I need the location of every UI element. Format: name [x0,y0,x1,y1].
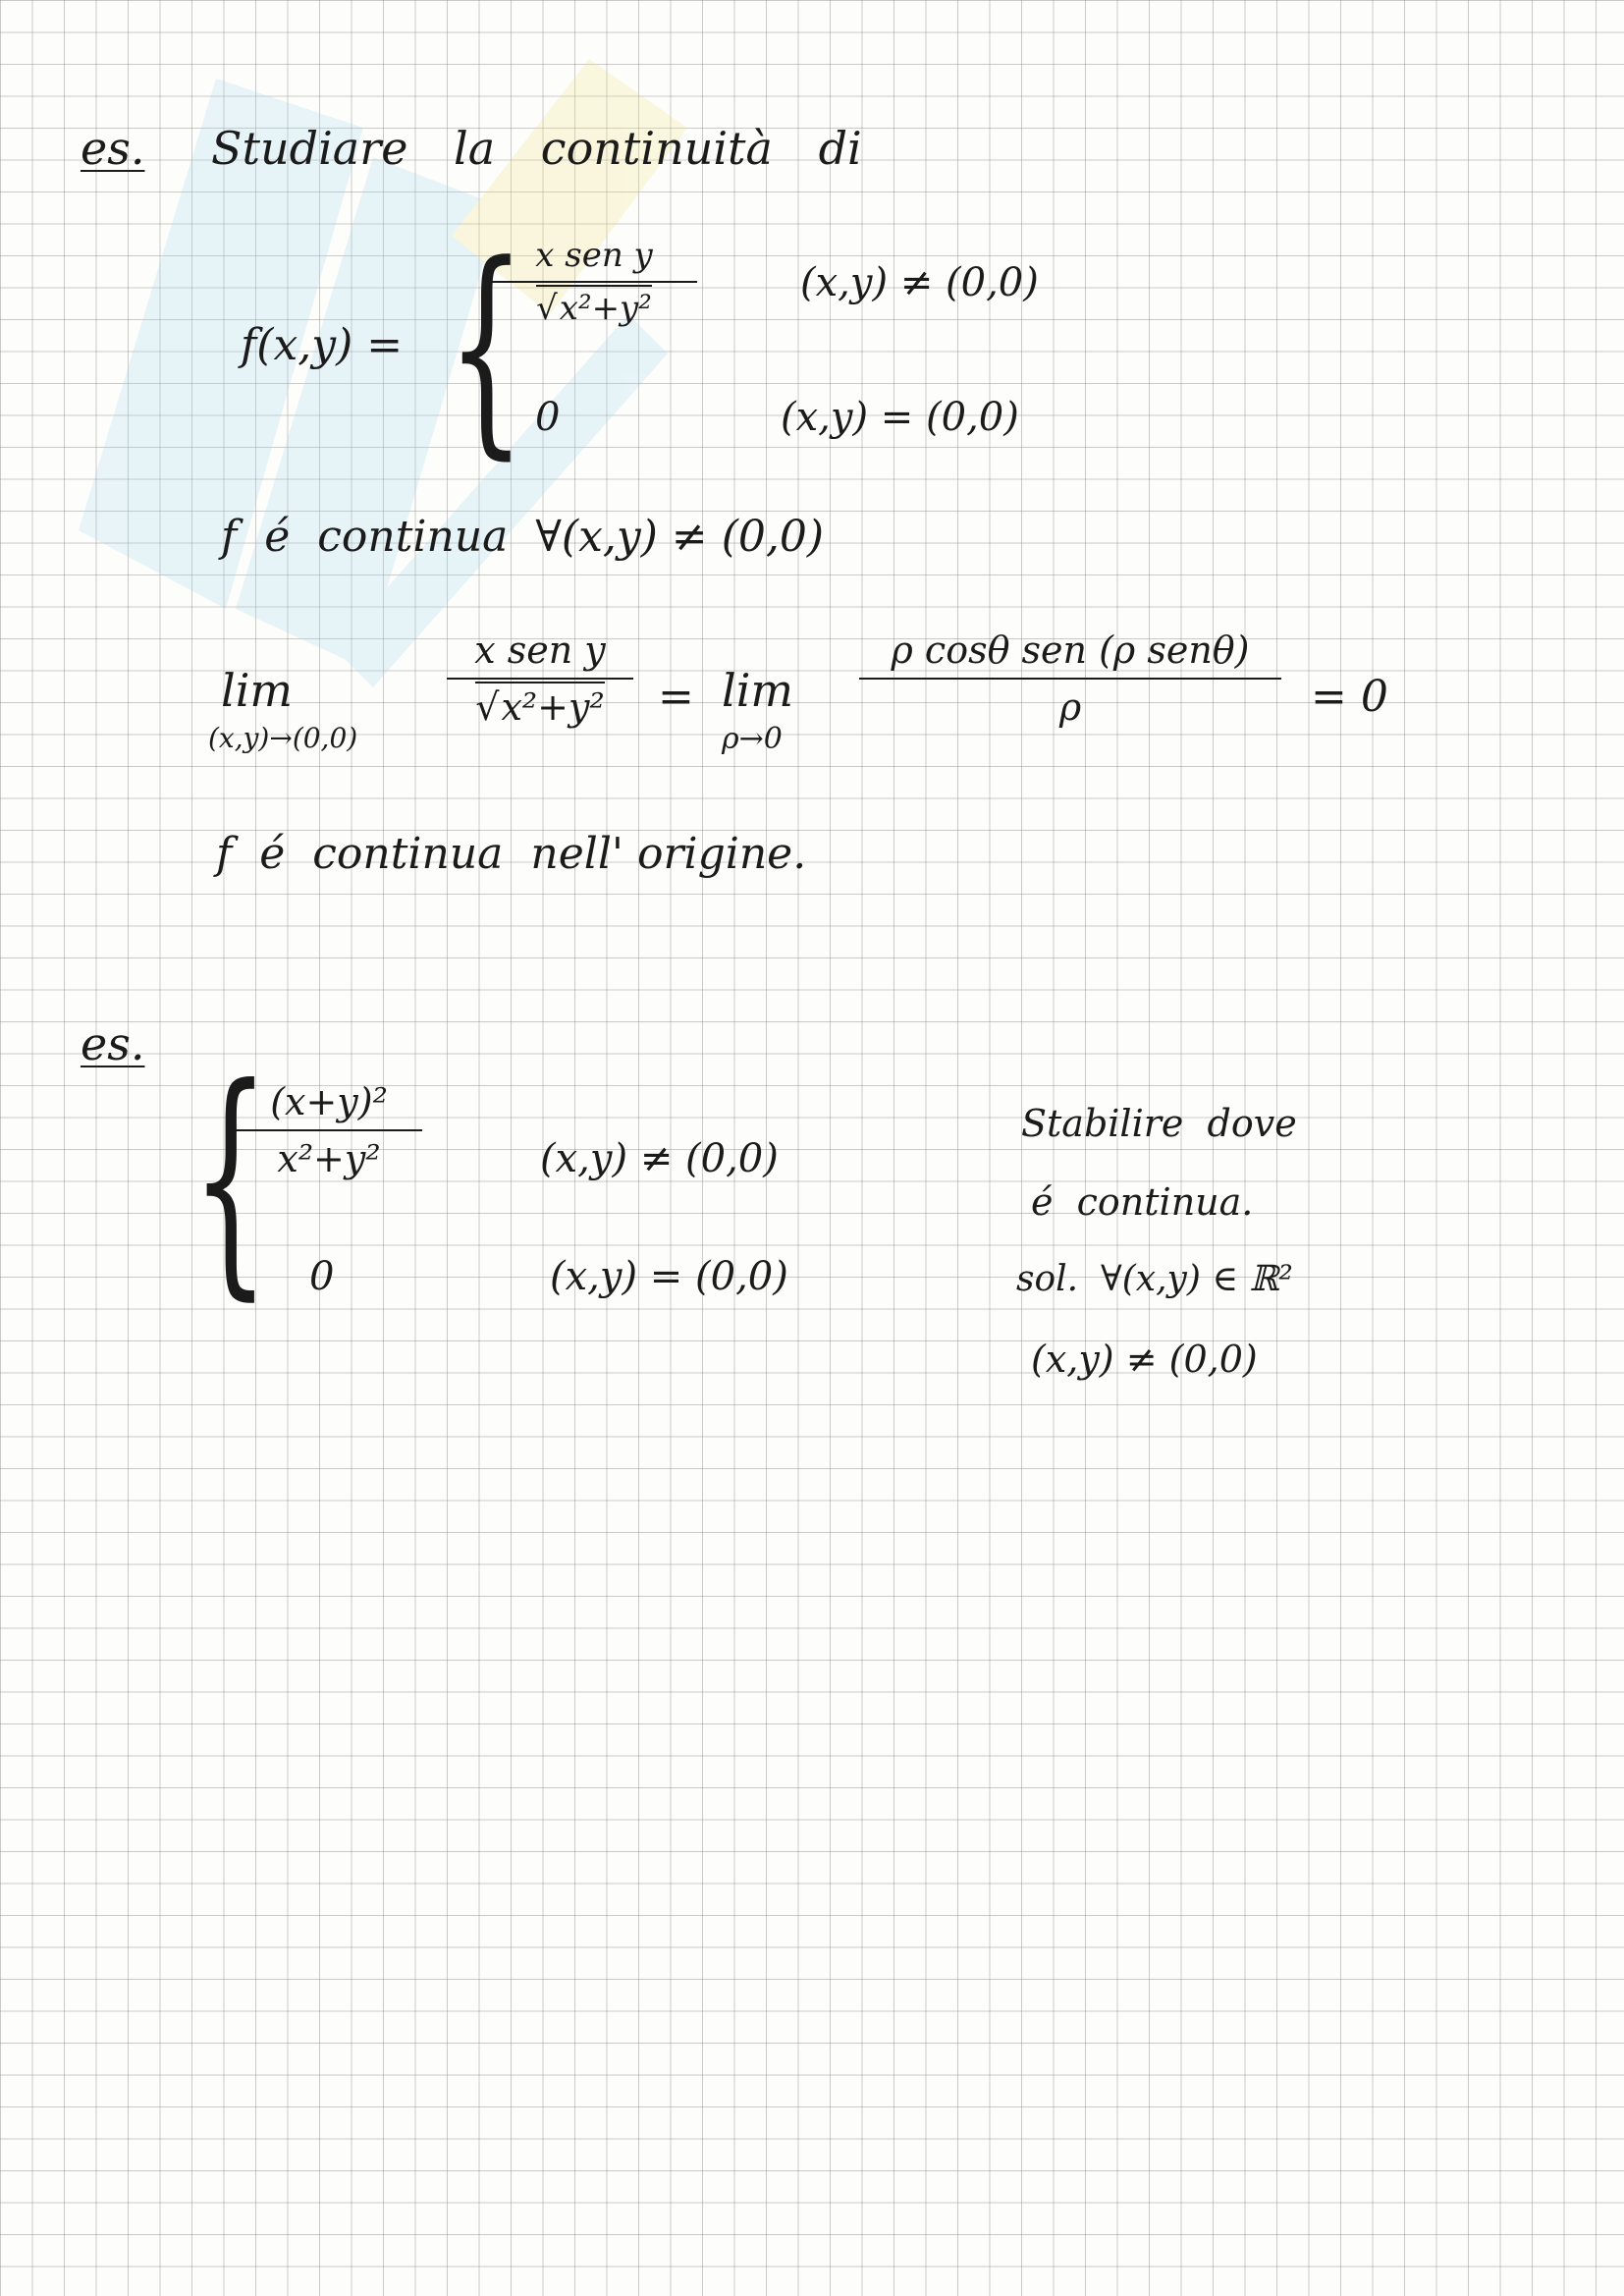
continuity-statement: f é continua ∀(x,y) ≠ (0,0) [221,512,825,562]
conclusion-statement: f é continua nell' origine. [216,829,807,879]
limit-numerator-1: x sen y [474,629,606,672]
ex2-case2-condition: (x,y) = (0,0) [550,1254,788,1299]
limit-fraction-2 [859,629,1281,729]
limit-word-1: lim [221,664,294,717]
ex2-task-line-1: Stabilire dove [1021,1102,1297,1145]
function-definition-lhs: f(x,y) = [241,320,404,370]
ex2-case1-fraction [236,1080,422,1180]
case2-condition: (x,y) = (0,0) [781,395,1019,440]
limit-subscript-2: ρ→0 [722,722,783,756]
ex2-case1-numerator: (x+y)² [270,1080,388,1123]
case2-value: 0 [535,395,561,440]
case1-denominator: √ x²+y² [536,285,652,328]
equals-sign: = [658,672,694,722]
ex2-case1-condition: (x,y) ≠ (0,0) [540,1136,779,1181]
exercise-2-label: es. [81,1017,145,1070]
left-brace-2: { [191,1035,270,1321]
limit-fraction-1 [447,629,633,729]
ex2-case2-value: 0 [309,1254,335,1299]
case1-condition: (x,y) ≠ (0,0) [800,260,1039,305]
limit-result: = 0 [1311,672,1388,722]
limit-word-2: lim [722,664,794,717]
exercise-1-label: es. [81,122,145,175]
case1-numerator: x sen y [535,236,653,275]
limit-subscript-1: (x,y)→(0,0) [208,722,358,754]
case1-fraction [491,236,697,328]
limit-numerator-2: ρ cosθ sen (ρ senθ) [891,629,1250,672]
left-brace-1: { [447,217,526,479]
ex2-solution-line-2: (x,y) ≠ (0,0) [1031,1338,1258,1381]
exercise-1-title: Studiare la continuità di [211,122,862,175]
limit-denominator-1: √ x²+y² [475,682,604,729]
ex2-solution-line-1: sol. ∀(x,y) ∈ ℝ² [1016,1259,1293,1299]
ex2-task-line-2: é continua. [1031,1180,1254,1224]
ex2-case1-denominator: x²+y² [277,1137,381,1180]
limit-denominator-2: ρ [1058,685,1082,729]
